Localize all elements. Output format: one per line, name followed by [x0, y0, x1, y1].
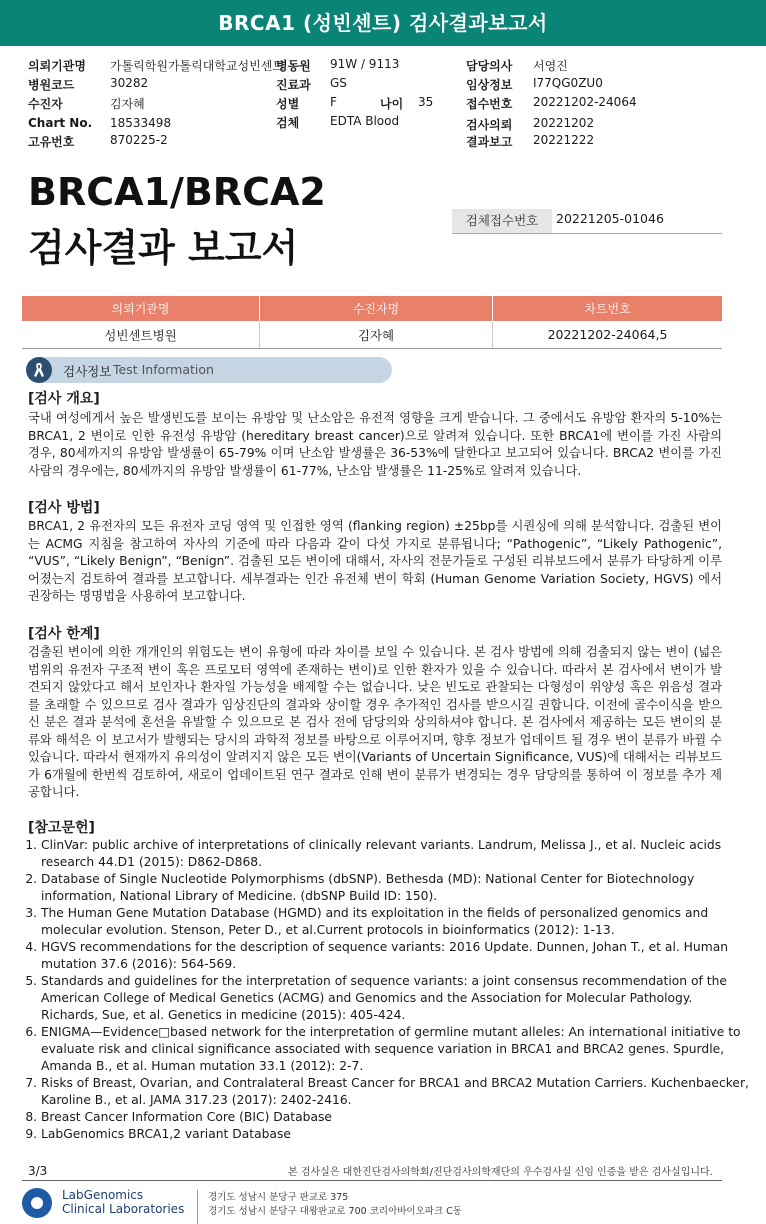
list-item: 2. Database of Single Nucleotide Polymorphisms (dbSNP). Bethesda (MD): National Center for Biotechnology information, National Library of Medicine. (dbSNP Build ID: 150).	[41, 871, 751, 905]
section-text-limitations: 검출된 변이에 의한 개개인의 위험도는 변이 유형에 따라 차이를 보일 수 있습니다. 본 검사 방법에 의해 검출되지 않는 변이 (넓은 범위의 유전자 구조적 변이 혹은 프로모터 영역에 존재하는 변이)로 인한 환자가 있을 수 있습니다. 따라서 본 검사에서 변이가 발견되지 않았다고 해서 보인자나 환자일 가능성을 배제할 수는 없습니다. 낮은 빈도로 관찰되는 다형성이 위양성 혹은 위음성 결과를 초래할 수 있으므로 검사 결과가 임상진단의 결과와 상이할 경우 추가적인 검사를 받으시길 권합니다. 이전에 골수이식을 받으신 분은 결과 분석에 혼선을 유발할 수 있으므로 본 검사 전에 담당의와 상의하셔야 합니다. 본 검사에서 제공하는 모든 변이의 분류와 해석은 이 보고서가 발행되는 당시의 과학적 정보를 바탕으로 이루어지며, 향후 정보가 업데이트 될 경우 변이 분류가 바뀔 수 있습니다. 따라서 현재까지 유의성이 알려지지 않은 모든 변이(Variants of Uncertain Significance, VUS)에 대해서는 리뷰보드가 6개월에 한번씩 검토하여, 새로이 업데이트된 연구 결과로 인해 변이 분류가 변경되는 경우 담당의를 통하여 이 정보를 추가 제공합니다.	[28, 645, 722, 799]
age-value: 35	[418, 95, 434, 109]
report-banner-title: BRCA1 (성빈센트) 검사결과보고서	[0, 0, 766, 46]
section-heading-overview: [검사 개요]	[28, 391, 100, 407]
chart-label: Chart No.	[28, 116, 93, 130]
list-item: 6. ENIGMA—Evidence□based network for the interpretation of germline mutant alleles: An international initiative to evaluate risk and clinical significance associated with sequence variation in BRCA1 and BRCA2 genes. Spurdle, Amanda B., et al. Human mutation 33.1 (2012): 2-7.	[41, 1024, 751, 1075]
table-row	[22, 321, 722, 349]
sex-label: 성별	[276, 97, 300, 111]
ribbon-icon	[26, 357, 52, 383]
receipt-label: 접수번호	[466, 97, 513, 111]
address-line-2: 경기도 성남시 분당구 대왕판교로 700 코리아바이오파크 C동	[208, 1206, 462, 1217]
cell-chart: 20221202-24064,5	[493, 321, 723, 349]
request-table	[22, 296, 722, 349]
cell-institution: 성빈센트병원	[22, 321, 260, 349]
id-value: 870225-2	[110, 133, 168, 147]
hospital-code-label: 병원코드	[28, 78, 75, 92]
list-item: 4. HGVS recommendations for the description of sequence variants: 2016 Update. Dunnen, Johan T., et al. Human mutation 37.6 (2016): 564-569.	[41, 939, 751, 973]
doctor-value: 서영진	[533, 59, 568, 73]
section-text-overview: 국내 여성에게서 높은 발생빈도를 보이는 유방암 및 난소암은 유전적 영향을 크게 받습니다. 그 중에서도 유방암 환자의 5-10%는 BRCA1, 2 변이로 인한 유전성 유방암 (hereditary breast cancer)으로 알려져 있습니다. 또한 BRCA1에 변이를 가진 사람의 경우, 80세까지의 유방암 발생률이 65-79% 이며 난소암 발생률은 36-53%에 달한다고 보고되어 있습니다. BRCA2 변이를 가진 사람의 경우에는, 80세까지의 유방암 발생률이 61-77%, 난소암 발생률은 11-25%로 알려져 있습니다.	[28, 411, 722, 478]
dept-label: 진료과	[276, 78, 311, 92]
list-item: 5. Standards and guidelines for the interpretation of sequence variants: a joint consensus recommendation of the American College of Medical Genetics (ACMG) and Genomics and the Association for Molecular Pathology. Richards, Sue, et al. Genetics in medicine (2015): 405-424.	[41, 973, 751, 1024]
ward-value: 91W / 9113	[330, 57, 400, 71]
lab-subname: Clinical Laboratories	[62, 1202, 185, 1216]
section-heading-limitations: [검사 한계]	[28, 626, 100, 642]
footer-vertical-divider	[197, 1190, 198, 1224]
lab-name: LabGenomics	[62, 1188, 144, 1202]
clinical-value: I77QG0ZU0	[533, 76, 603, 90]
report-title-line1: BRCA1/BRCA2	[28, 170, 326, 214]
institution-value: 가톨릭학원가톨릭대학교성빈센트	[110, 59, 284, 73]
report-date-value: 20221222	[533, 133, 595, 147]
test-info-label-en: Test Information	[113, 362, 214, 377]
sex-value: F	[330, 95, 337, 109]
report-title-line2: 검사결과 보고서	[28, 226, 299, 270]
hospital-code-value: 30282	[110, 76, 149, 90]
test-info-label-ko: 검사정보	[63, 364, 112, 379]
test-info-bar	[26, 357, 392, 383]
institution-label: 의뢰기관명	[28, 59, 86, 73]
patient-label: 수진자	[28, 97, 63, 111]
report-date-label: 결과보고	[466, 135, 513, 149]
cell-patient: 김자혜	[260, 321, 493, 349]
patient-value: 김자혜	[110, 97, 145, 111]
references-heading: [참고문헌]	[28, 820, 95, 836]
references-list	[28, 837, 751, 1143]
id-label: 고유번호	[28, 135, 75, 149]
list-item: 7. Risks of Breast, Ovarian, and Contralateral Breast Cancer for BRCA1 and BRCA2 Mutation Carriers. Kuchenbaecker, Karoline B., et al. JAMA 317.23 (2017): 2402-2416.	[41, 1075, 751, 1109]
specimen-receipt-box	[452, 209, 722, 234]
col-patient: 수진자명	[260, 296, 493, 321]
certification-note: 본 검사실은 대한진단검사의학회/진단검사의학재단의 우수검사실 신임 인증을 받은 검사실입니다.	[288, 1167, 713, 1178]
receipt-value: 20221202-24064	[533, 95, 637, 109]
request-date-value: 20221202	[533, 116, 595, 130]
chart-value: 18533498	[110, 116, 172, 130]
request-date-label: 검사의뢰	[466, 118, 513, 132]
specimen-label: 검체	[276, 116, 300, 130]
doctor-label: 담당의사	[466, 59, 513, 73]
section-heading-method: [검사 방법]	[28, 500, 100, 516]
section-text-method: BRCA1, 2 유전자의 모든 유전자 코딩 영역 및 인접한 영역 (flanking region) ±25bp를 시퀀싱에 의해 분석합니다. 검출된 변이는 ACMG 지침을 참고하여 자사의 기준에 따라 다음과 같이 다섯 가지로 분류됩니다; “Pathogenic”, “Likely Pathogenic”, “VUS”, “Likely Benign”, “Benign”. 검출된 모든 변이에 대해서, 자사의 전문가들로 구성된 리뷰보드에서 분류가 타당하게 이루어졌는지 검토하여 결과를 보고합니다. 세부결과는 인간 유전체 변이 학회 (Human Genome Variation Society, HGVS) 에서 권장하는 명명법을 사용하여 보고합니다.	[28, 519, 722, 603]
specimen-value: EDTA Blood	[330, 114, 400, 128]
list-item: 3. The Human Gene Mutation Database (HGMD) and its exploitation in the fields of personalized genomics and molecular evolution. Stenson, Peter D., et al.Current protocols in bioinformatics (2012): 1-13.	[41, 905, 751, 939]
list-item: 9. LabGenomics BRCA1,2 variant Database	[41, 1126, 751, 1143]
footer-divider	[22, 1180, 722, 1181]
dept-value: GS	[330, 76, 347, 90]
list-item: 8. Breast Cancer Information Core (BIC) Database	[41, 1109, 751, 1126]
page-number: 3/3	[28, 1164, 48, 1178]
col-institution: 의뢰기관명	[22, 296, 260, 321]
list-item: 1. ClinVar: public archive of interpretations of clinically relevant variants. Landrum, Melissa J., et al. Nucleic acids research 44.D1 (2015): D862-D868.	[41, 837, 751, 871]
clinical-label: 임상정보	[466, 78, 513, 92]
col-chart: 차트번호	[493, 296, 723, 321]
lab-logo-icon	[22, 1188, 52, 1218]
age-label: 나이	[380, 97, 404, 111]
specimen-receipt-value: 20221205-01046	[556, 211, 664, 226]
specimen-receipt-label: 검체접수번호	[452, 209, 552, 233]
address-line-1: 경기도 성남시 분당구 판교로 375	[208, 1192, 349, 1203]
ward-label: 병동원	[276, 59, 311, 73]
